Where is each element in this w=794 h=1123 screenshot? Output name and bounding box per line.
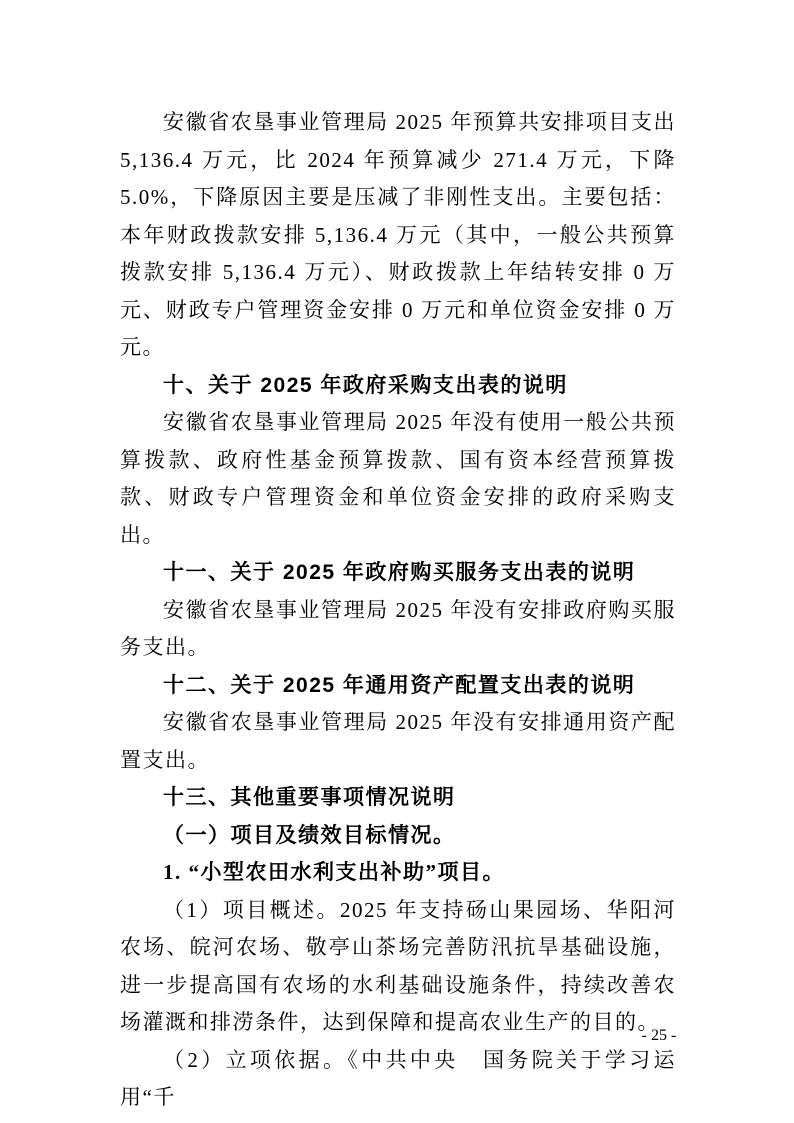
paragraph-purchased-services: 安徽省农垦事业管理局 2025 年没有安排政府购买服务支出。 [120, 597, 676, 659]
paragraph-project-summary: （1）项目概述。2025 年支持砀山果园场、华阳河农场、皖河农场、敬亭山茶场完善防汛抗旱基础设施，进一步提高国有农场的水利基础设施条件，持续改善农场灌溉和排涝条件，达到保障和提高农业生产的目的。 [120, 897, 676, 1034]
paragraph-project-basis: （2）立项依据。《中共中央 国务院关于学习运用“千 [120, 1047, 676, 1109]
heading-section-10-government-procurement: 十、关于 2025 年政府采购支出表的说明 [163, 373, 568, 397]
page-number: - 25 - [641, 1027, 677, 1044]
paragraph-government-procurement: 安徽省农垦事业管理局 2025 年没有使用一般公共预算拨款、政府性基金预算拨款、国有资本经营预算拨款、财政专户管理资金和单位资金安排的政府采购支出。 [120, 410, 676, 547]
paragraph-general-asset-allocation: 安徽省农垦事业管理局 2025 年没有安排通用资产配置支出。 [120, 710, 676, 772]
heading-section-13-other-important-matters: 十三、其他重要事项情况说明 [163, 786, 456, 809]
subheading-small-farmland-water-project: 1. “小型农田水利支出补助”项目。 [163, 860, 505, 884]
subheading-project-performance-goals: （一）项目及绩效目标情况。 [163, 822, 456, 847]
paragraph-project-expenditure-overview: 安徽省农垦事业管理局 2025 年预算共安排项目支出 5,136.4 万元，比 2024 年预算减少 271.4 万元，下降 5.0%，下降原因主要是压减了非刚性支出。主要包括：本年财政拨款安排 5,136.4 万元（其中，一般公共预算拨款安排 5,136.4 万元）、财政拨款上年结转安排 0 万元、财政专户管理资金安排 0 万元和单位资金安排 0 万元。 [120, 110, 676, 359]
heading-section-12-general-asset-allocation: 十二、关于 2025 年通用资产配置支出表的说明 [163, 673, 636, 697]
document-body [120, 104, 676, 1117]
heading-section-11-purchased-services: 十一、关于 2025 年政府购买服务支出表的说明 [163, 561, 636, 584]
